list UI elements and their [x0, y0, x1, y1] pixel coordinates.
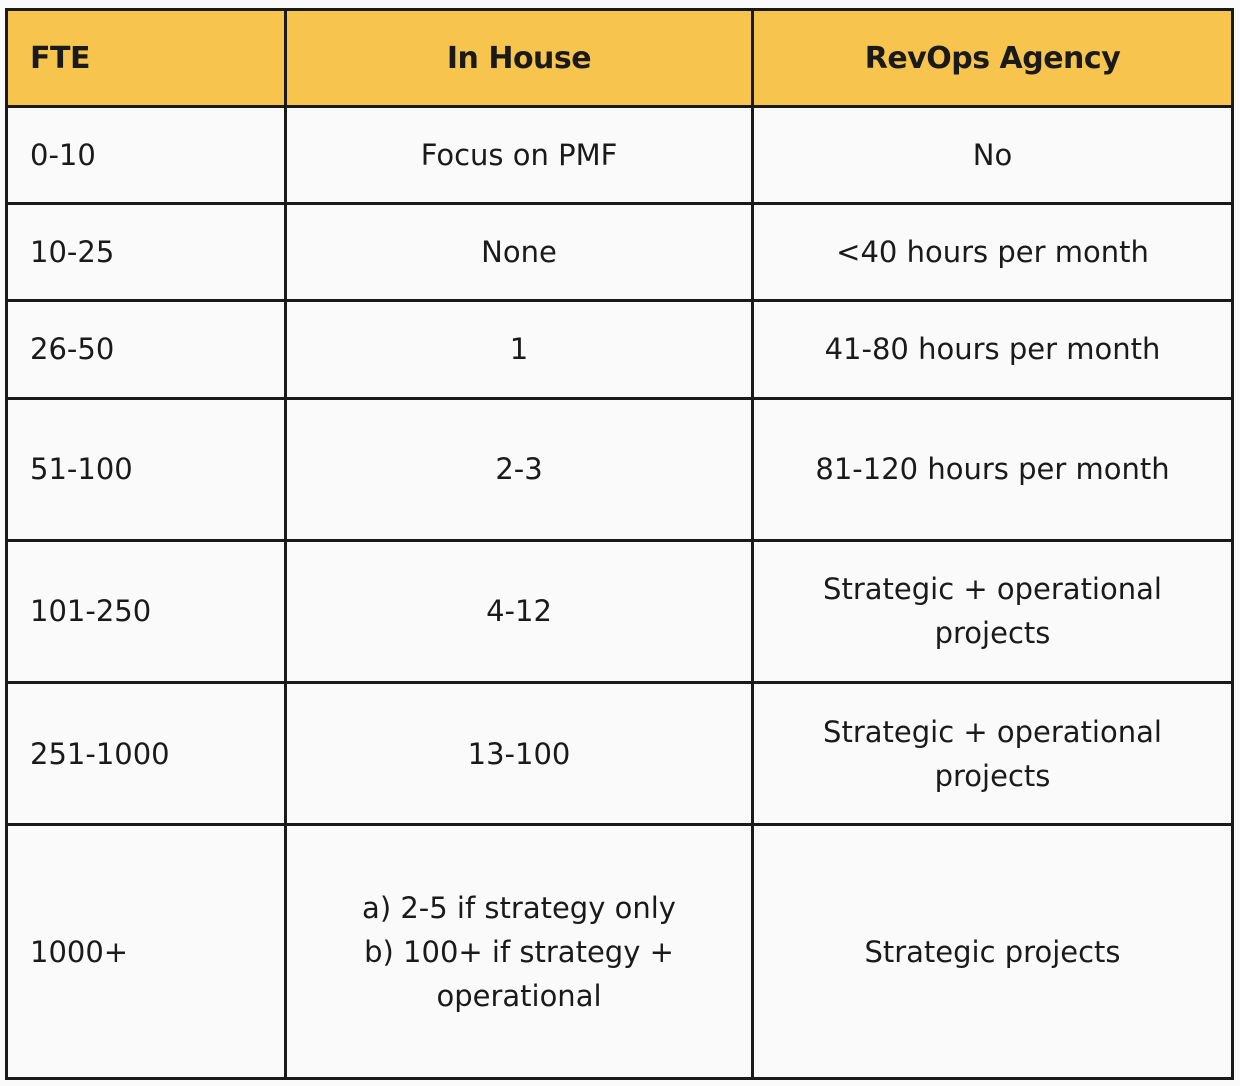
cell-in-house: 4-12 — [286, 540, 753, 682]
cell-revops-agency: Strategic + operational projects — [753, 540, 1233, 682]
cell-fte: 0-10 — [7, 107, 286, 204]
table-row — [7, 301, 1233, 398]
table-row — [7, 107, 1233, 204]
table-row — [7, 683, 1233, 825]
fte-staffing-table — [5, 8, 1234, 1080]
cell-revops-agency: Strategic + operational projects — [753, 683, 1233, 825]
table-row — [7, 540, 1233, 682]
cell-fte: 101-250 — [7, 540, 286, 682]
cell-revops-agency: 41-80 hours per month — [753, 301, 1233, 398]
cell-in-house: 2-3 — [286, 398, 753, 540]
header-in-house: In House — [286, 10, 753, 107]
cell-in-house: 13-100 — [286, 683, 753, 825]
cell-revops-agency: <40 hours per month — [753, 204, 1233, 301]
cell-in-house: None — [286, 204, 753, 301]
table-header-row — [7, 10, 1233, 107]
cell-fte: 10-25 — [7, 204, 286, 301]
cell-in-house: 1 — [286, 301, 753, 398]
cell-fte: 26-50 — [7, 301, 286, 398]
cell-fte: 1000+ — [7, 825, 286, 1079]
cell-in-house: a) 2-5 if strategy only b) 100+ if strategy + operational — [286, 825, 753, 1079]
header-fte: FTE — [7, 10, 286, 107]
table-row — [7, 204, 1233, 301]
table-row — [7, 398, 1233, 540]
cell-fte: 51-100 — [7, 398, 286, 540]
header-revops-agency: RevOps Agency — [753, 10, 1233, 107]
cell-in-house: Focus on PMF — [286, 107, 753, 204]
cell-revops-agency: Strategic projects — [753, 825, 1233, 1079]
cell-revops-agency: 81-120 hours per month — [753, 398, 1233, 540]
cell-revops-agency: No — [753, 107, 1233, 204]
table-row — [7, 825, 1233, 1079]
cell-fte: 251-1000 — [7, 683, 286, 825]
